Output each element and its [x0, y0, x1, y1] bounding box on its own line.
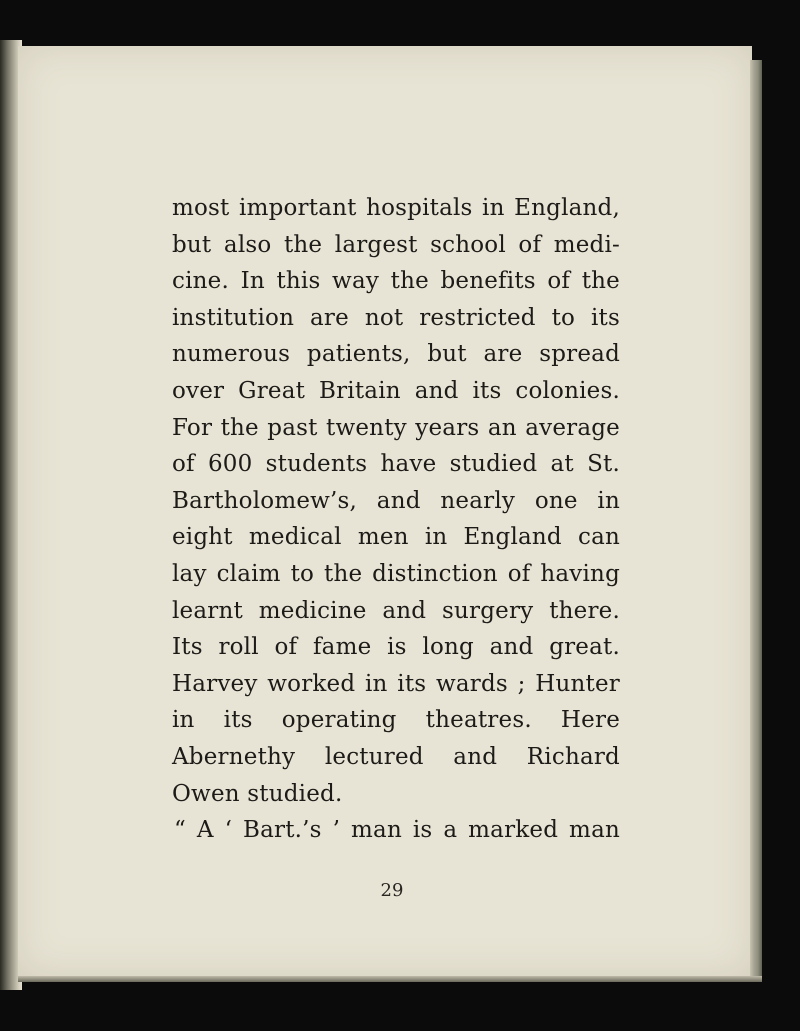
text-line: Owen studied. — [172, 780, 343, 807]
text-line: institution are not restricted to its — [172, 304, 620, 331]
right-page-edge — [750, 60, 762, 976]
text-line: most important hospitals in England, — [172, 195, 620, 221]
text-line: For the past twenty years an average — [172, 414, 620, 441]
text-line: in its operating theatres. Here — [172, 707, 620, 734]
page-number: 29 — [380, 880, 404, 901]
text-line: but also the largest school of medi- — [172, 231, 620, 258]
text-line: Bartholomew’s, and nearly one in — [172, 487, 620, 514]
text-line: numerous patients, but are spread — [172, 341, 620, 368]
text-line: over Great Britain and its colonies. — [172, 377, 620, 404]
body-text — [172, 190, 620, 849]
text-line: lay claim to the distinction of having — [172, 560, 620, 587]
text-line: “ A ‘ Bart.’s ’ man is a marked man — [174, 817, 620, 844]
text-line: learnt medicine and surgery there. — [172, 597, 620, 624]
text-line: of 600 students have studied at St. — [172, 451, 620, 478]
bottom-page-edge — [18, 976, 762, 982]
text-line: Abernethy lectured and Richard — [172, 743, 620, 770]
text-line: Its roll of fame is long and great. — [172, 634, 620, 661]
text-line: cine. In this way the benefits of the — [172, 268, 620, 295]
text-line: eight medical men in England can — [172, 524, 620, 551]
text-line: Harvey worked in its wards ; Hunter — [172, 670, 620, 697]
